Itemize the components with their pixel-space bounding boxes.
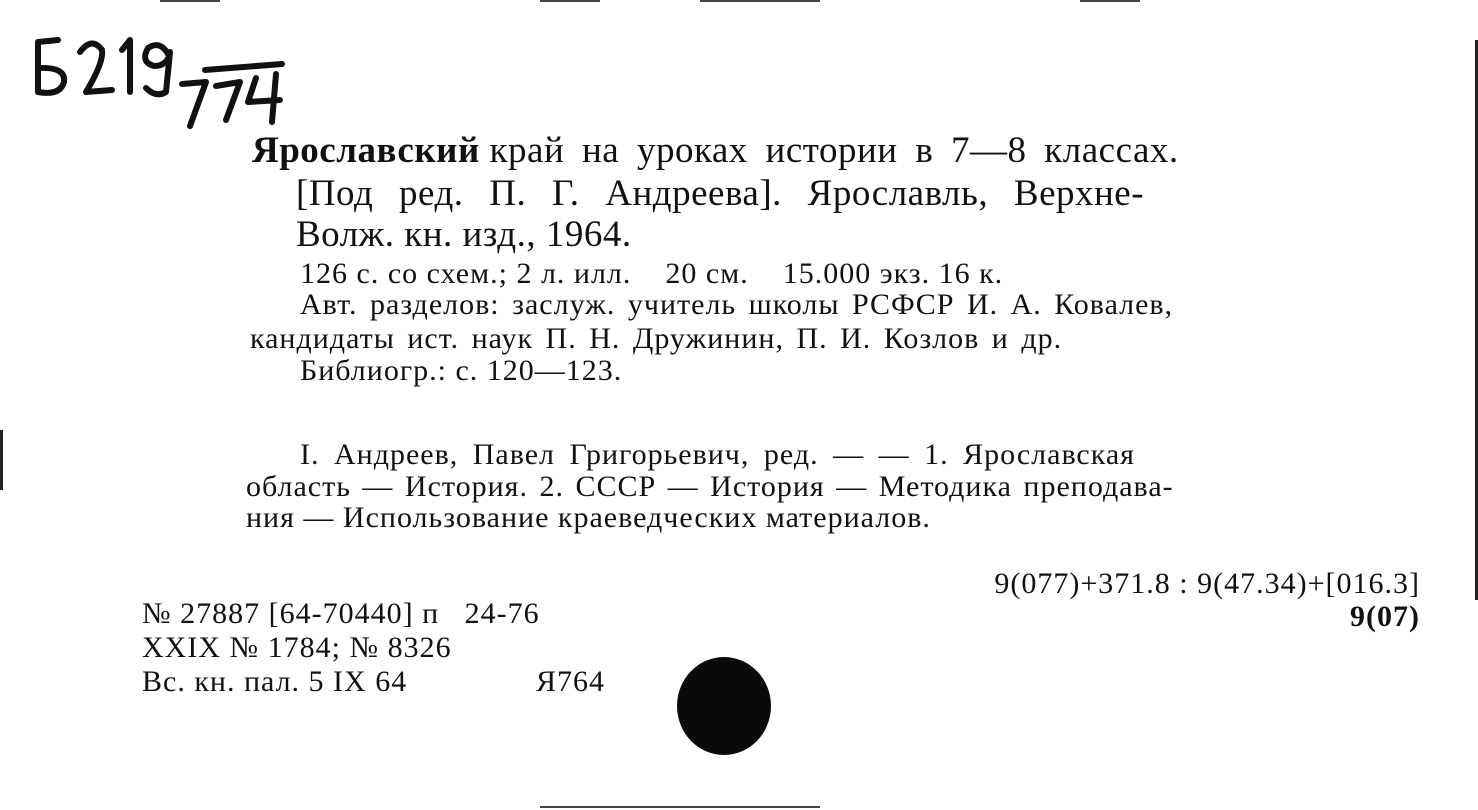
record-number: № 27887 [64-70440] п 24-76 [142,597,540,630]
authors-note: Авт. разделов: заслуж. учитель школы РСФСР И. А. Ковалев, [300,288,1174,321]
scan-edge-top [540,0,600,2]
classification-index: 9(077)+371.8 : 9(47.34)+[016.3] [994,567,1420,600]
publisher-line: Волж. кн. изд., 1964. [296,214,632,255]
authors-note-continued: кандидаты ист. наук П. Н. Дружинин, П. И. Козлов и др. [250,322,1063,355]
title-text: край на уроках истории в 7—8 классах. [489,130,1179,171]
physical-description: 126 с. со схем.; 2 л. илл. 20 см. 15.000 экз. 16 к. [300,257,1004,290]
bibliography-note: Библиогр.: с. 120—123. [300,354,623,387]
tracing-line-2: область — История. 2. СССР — История — Методика преподава- [246,470,1174,503]
tracing-line-1: I. Андреев, Павел Григорьевич, ред. — — 1. Ярославская [300,438,1135,471]
title-heading: Ярославский [252,130,480,171]
card-punch-hole [677,657,771,755]
scan-edge-top [1080,0,1140,2]
book-chamber-date: Вс. кн. пал. 5 IX 64 [142,665,408,698]
classification-index-secondary: 9(07) [1350,600,1420,633]
tracing-line-3: ния — Использование краеведческих материалов. [246,501,931,534]
handwritten-shelf-mark [30,22,300,132]
scan-edge-top [160,0,220,2]
scan-edge-top [700,0,820,2]
editor-imprint-line: [Под ред. П. Г. Андреева]. Ярославль, Верхне- [296,173,1145,214]
title-line [252,129,1179,172]
scan-edge-left [0,430,3,490]
registration-number: XXIX № 1784; № 8326 [142,631,452,664]
scan-edge-bottom [540,806,820,808]
catalog-code: Я764 [536,665,606,698]
